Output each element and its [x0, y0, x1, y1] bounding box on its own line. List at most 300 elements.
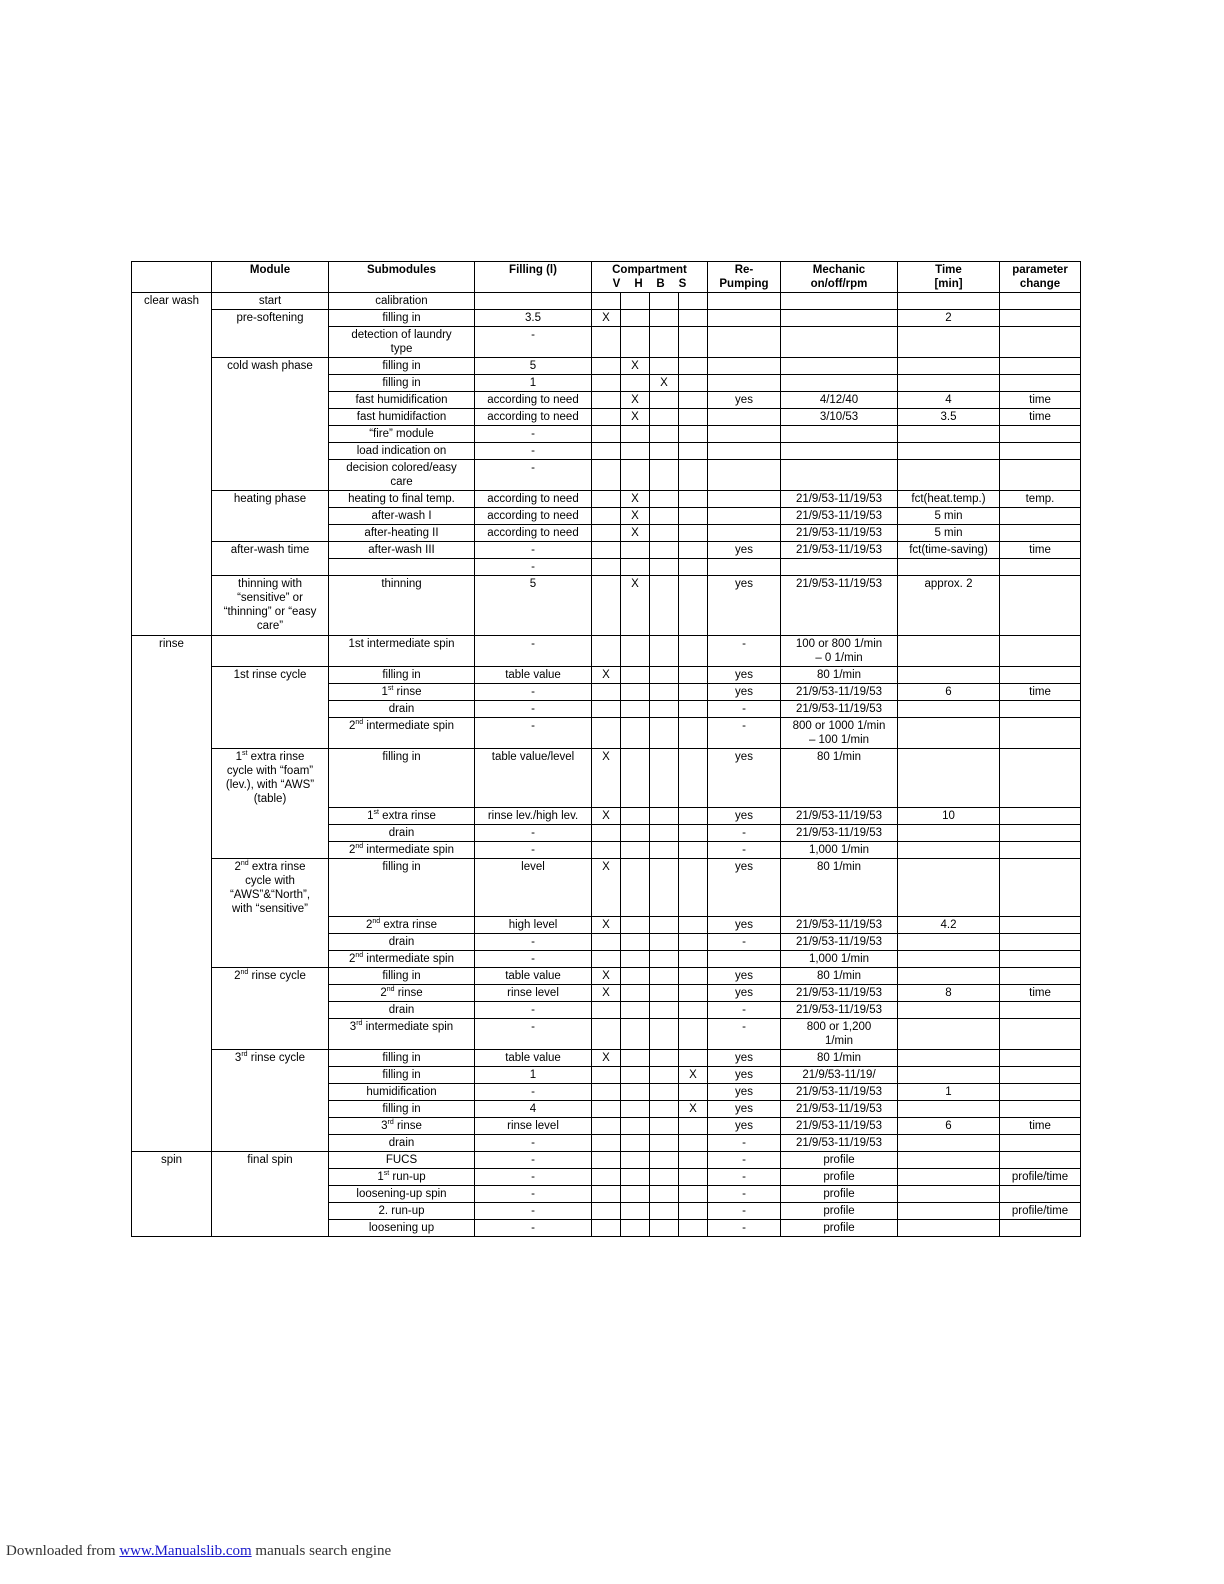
wash-program-table [131, 261, 1081, 1237]
cell-repumping [708, 491, 781, 508]
cell-mechanic: 21/9/53-11/19/53 [781, 542, 898, 559]
cell-repumping: yes [708, 749, 781, 808]
cell-module-group [132, 701, 212, 718]
cell-time: fct(heat.temp.) [898, 491, 1000, 508]
cell-comp-h [621, 824, 650, 841]
cell-filling: according to need [475, 525, 592, 542]
cell-comp-v [592, 1101, 621, 1118]
cell-comp-s [679, 491, 708, 508]
cell-comp-v [592, 684, 621, 701]
cell-module [212, 951, 329, 968]
cell-time [898, 1152, 1000, 1169]
table-row [132, 1220, 1081, 1237]
table-row [132, 508, 1081, 525]
cell-comp-v: X [592, 985, 621, 1002]
cell-module-group [132, 375, 212, 392]
cell-comp-h [621, 1118, 650, 1135]
cell-repumping: - [708, 1186, 781, 1203]
cell-time: 4.2 [898, 917, 1000, 934]
cell-repumping: - [708, 1220, 781, 1237]
cell-module [212, 1101, 329, 1118]
cell-repumping [708, 327, 781, 358]
cell-repumping: yes [708, 968, 781, 985]
cell-comp-v: X [592, 968, 621, 985]
cell-repumping: - [708, 824, 781, 841]
cell-repumping: yes [708, 576, 781, 636]
cell-comp-v: X [592, 310, 621, 327]
cell-comp-v [592, 1135, 621, 1152]
cell-submodule: load indication on [329, 443, 475, 460]
cell-filling: - [475, 841, 592, 858]
cell-module: 2nd rinse cycle [212, 968, 329, 985]
cell-module [212, 1019, 329, 1050]
cell-module-group [132, 1019, 212, 1050]
cell-comp-s [679, 985, 708, 1002]
cell-parameter-change [1000, 1002, 1081, 1019]
cell-comp-b [650, 701, 679, 718]
cell-comp-s [679, 1002, 708, 1019]
cell-time: approx. 2 [898, 576, 1000, 636]
cell-module: pre-softening [212, 310, 329, 327]
cell-comp-h [621, 426, 650, 443]
cell-module [212, 718, 329, 749]
cell-comp-b [650, 1067, 679, 1084]
cell-comp-b [650, 718, 679, 749]
cell-comp-h [621, 667, 650, 684]
header-filling: Filling (l) [475, 262, 592, 293]
header-repumping: Re- Pumping [708, 262, 781, 293]
cell-comp-s [679, 636, 708, 667]
table-row [132, 327, 1081, 358]
cell-time: 5 min [898, 525, 1000, 542]
cell-mechanic: 1,000 1/min [781, 841, 898, 858]
table-row [132, 310, 1081, 327]
cell-comp-b [650, 559, 679, 576]
cell-mechanic: 21/9/53-11/19/53 [781, 525, 898, 542]
cell-submodule: fast humidification [329, 392, 475, 409]
cell-time: 5 min [898, 508, 1000, 525]
cell-time [898, 1203, 1000, 1220]
cell-comp-s [679, 392, 708, 409]
table-row [132, 1019, 1081, 1050]
cell-comp-v [592, 443, 621, 460]
cell-module [212, 525, 329, 542]
ordinal-suffix: st [373, 808, 379, 816]
cell-repumping: yes [708, 1101, 781, 1118]
cell-repumping: yes [708, 858, 781, 917]
cell-filling: 5 [475, 358, 592, 375]
cell-time [898, 968, 1000, 985]
cell-time [898, 460, 1000, 491]
cell-repumping: - [708, 1169, 781, 1186]
table-row [132, 525, 1081, 542]
cell-submodule: decision colored/easy care [329, 460, 475, 491]
table-row [132, 684, 1081, 701]
cell-parameter-change [1000, 1152, 1081, 1169]
cell-parameter-change [1000, 1050, 1081, 1067]
cell-mechanic: 21/9/53-11/19/53 [781, 934, 898, 951]
cell-repumping: - [708, 1002, 781, 1019]
cell-module [212, 443, 329, 460]
cell-comp-v [592, 460, 621, 491]
cell-comp-s [679, 951, 708, 968]
cell-module: 2nd extra rinse cycle with “AWS”&“North”, with “sensitive” [212, 858, 329, 917]
cell-mechanic: 21/9/53-11/19/53 [781, 824, 898, 841]
cell-module-group [132, 951, 212, 968]
cell-submodule: 3rd intermediate spin [329, 1019, 475, 1050]
cell-module-group [132, 718, 212, 749]
cell-module-group [132, 1118, 212, 1135]
cell-comp-v [592, 1169, 621, 1186]
cell-comp-v [592, 508, 621, 525]
cell-filling: - [475, 1186, 592, 1203]
cell-comp-h: X [621, 525, 650, 542]
cell-comp-b [650, 667, 679, 684]
cell-module: heating phase [212, 491, 329, 508]
cell-comp-v [592, 491, 621, 508]
cell-filling: high level [475, 917, 592, 934]
cell-parameter-change [1000, 508, 1081, 525]
cell-module-group [132, 667, 212, 684]
cell-time [898, 1135, 1000, 1152]
cell-comp-b [650, 1135, 679, 1152]
cell-repumping: yes [708, 1067, 781, 1084]
table-row [132, 491, 1081, 508]
cell-module [212, 684, 329, 701]
cell-repumping: - [708, 1152, 781, 1169]
cell-parameter-change [1000, 968, 1081, 985]
cell-comp-s [679, 1050, 708, 1067]
cell-parameter-change [1000, 460, 1081, 491]
cell-mechanic: 3/10/53 [781, 409, 898, 426]
cell-module [212, 824, 329, 841]
cell-filling: - [475, 636, 592, 667]
cell-parameter-change [1000, 667, 1081, 684]
cell-comp-v: X [592, 858, 621, 917]
cell-module [212, 1084, 329, 1101]
cell-module-group [132, 807, 212, 824]
cell-parameter-change [1000, 636, 1081, 667]
table-row [132, 636, 1081, 667]
cell-module-group [132, 443, 212, 460]
cell-mechanic: 21/9/53-11/19/53 [781, 985, 898, 1002]
cell-filling: - [475, 684, 592, 701]
cell-comp-s [679, 807, 708, 824]
cell-module [212, 841, 329, 858]
cell-module-group [132, 1169, 212, 1186]
cell-mechanic: 21/9/53-11/19/53 [781, 807, 898, 824]
cell-comp-h: X [621, 491, 650, 508]
cell-comp-v [592, 358, 621, 375]
cell-comp-b [650, 576, 679, 636]
cell-module-group [132, 684, 212, 701]
cell-module [212, 1203, 329, 1220]
cell-submodule: 3rd rinse [329, 1118, 475, 1135]
table-row [132, 460, 1081, 491]
table-row [132, 934, 1081, 951]
cell-comp-v [592, 1118, 621, 1135]
cell-module-group [132, 917, 212, 934]
cell-module [212, 426, 329, 443]
table-body [132, 293, 1081, 1237]
cell-comp-b [650, 824, 679, 841]
cell-module: 3rd rinse cycle [212, 1050, 329, 1067]
cell-submodule: 2nd extra rinse [329, 917, 475, 934]
cell-comp-b [650, 443, 679, 460]
cell-comp-b [650, 409, 679, 426]
cell-module-group [132, 327, 212, 358]
cell-module: final spin [212, 1152, 329, 1169]
cell-filling: according to need [475, 392, 592, 409]
cell-comp-b [650, 917, 679, 934]
table-row [132, 1118, 1081, 1135]
cell-module [212, 327, 329, 358]
cell-parameter-change: time [1000, 392, 1081, 409]
cell-time [898, 327, 1000, 358]
cell-filling: - [475, 824, 592, 841]
cell-mechanic: 80 1/min [781, 1050, 898, 1067]
cell-comp-h [621, 293, 650, 310]
manualslib-link[interactable]: www.Manualslib.com [119, 1543, 252, 1559]
cell-submodule: filling in [329, 310, 475, 327]
cell-filling: - [475, 1152, 592, 1169]
cell-parameter-change [1000, 1101, 1081, 1118]
cell-submodule: drain [329, 934, 475, 951]
cell-comp-b [650, 1220, 679, 1237]
cell-repumping: yes [708, 684, 781, 701]
cell-module-group [132, 525, 212, 542]
cell-comp-h [621, 310, 650, 327]
cell-module-group [132, 426, 212, 443]
cell-submodule: after-heating II [329, 525, 475, 542]
cell-repumping: yes [708, 542, 781, 559]
ordinal-suffix: rd [387, 1119, 394, 1127]
cell-parameter-change [1000, 824, 1081, 841]
table-row [132, 917, 1081, 934]
cell-time: 3.5 [898, 409, 1000, 426]
cell-submodule: filling in [329, 968, 475, 985]
cell-submodule: fast humidifaction [329, 409, 475, 426]
cell-comp-h [621, 1067, 650, 1084]
cell-comp-s [679, 310, 708, 327]
cell-mechanic [781, 358, 898, 375]
cell-parameter-change: time [1000, 542, 1081, 559]
cell-comp-b [650, 1152, 679, 1169]
cell-mechanic: 80 1/min [781, 667, 898, 684]
cell-filling: according to need [475, 508, 592, 525]
ordinal-suffix: rd [356, 1020, 363, 1028]
cell-comp-h: X [621, 576, 650, 636]
cell-comp-h [621, 985, 650, 1002]
cell-parameter-change [1000, 576, 1081, 636]
cell-time: 6 [898, 684, 1000, 701]
cell-comp-v [592, 559, 621, 576]
compartment-letter-h: H [634, 278, 643, 290]
cell-submodule: filling in [329, 1101, 475, 1118]
cell-comp-h [621, 1135, 650, 1152]
cell-parameter-change [1000, 841, 1081, 858]
cell-repumping [708, 293, 781, 310]
header-row [132, 262, 1081, 293]
cell-mechanic: 80 1/min [781, 858, 898, 917]
table-row [132, 392, 1081, 409]
cell-filling: according to need [475, 409, 592, 426]
table-header [132, 262, 1081, 293]
cell-comp-s [679, 1135, 708, 1152]
cell-module-group [132, 1050, 212, 1067]
cell-comp-v [592, 1220, 621, 1237]
cell-comp-h [621, 1002, 650, 1019]
cell-submodule: after-wash I [329, 508, 475, 525]
table-row [132, 542, 1081, 559]
cell-parameter-change [1000, 293, 1081, 310]
cell-mechanic [781, 460, 898, 491]
cell-comp-b [650, 985, 679, 1002]
cell-comp-h [621, 1203, 650, 1220]
cell-filling: 5 [475, 576, 592, 636]
cell-comp-h [621, 559, 650, 576]
ordinal-suffix: nd [240, 969, 249, 977]
cell-module-group [132, 1002, 212, 1019]
cell-module-group [132, 934, 212, 951]
cell-comp-h [621, 460, 650, 491]
cell-repumping [708, 310, 781, 327]
cell-submodule: 2nd rinse [329, 985, 475, 1002]
table-row [132, 749, 1081, 808]
cell-comp-b [650, 951, 679, 968]
cell-comp-b [650, 358, 679, 375]
cell-comp-b [650, 1186, 679, 1203]
cell-submodule: humidification [329, 1084, 475, 1101]
cell-submodule: filling in [329, 667, 475, 684]
cell-module-group [132, 985, 212, 1002]
cell-mechanic: 800 or 1000 1/min – 100 1/min [781, 718, 898, 749]
footer-prefix: Downloaded from [6, 1543, 120, 1559]
cell-parameter-change [1000, 1220, 1081, 1237]
cell-comp-s [679, 559, 708, 576]
cell-module-group: rinse [132, 636, 212, 667]
cell-module [212, 1067, 329, 1084]
cell-mechanic [781, 559, 898, 576]
cell-comp-h [621, 1019, 650, 1050]
header-compartment-letters [594, 277, 705, 291]
cell-comp-v [592, 1084, 621, 1101]
cell-comp-h [621, 951, 650, 968]
cell-repumping: yes [708, 917, 781, 934]
ordinal-suffix: nd [355, 952, 364, 960]
cell-comp-b [650, 1019, 679, 1050]
cell-filling: 4 [475, 1101, 592, 1118]
cell-comp-v [592, 701, 621, 718]
cell-time [898, 1050, 1000, 1067]
cell-repumping: - [708, 934, 781, 951]
cell-repumping: yes [708, 392, 781, 409]
cell-submodule: 2nd intermediate spin [329, 841, 475, 858]
cell-module [212, 508, 329, 525]
cell-module [212, 392, 329, 409]
cell-comp-b [650, 841, 679, 858]
cell-submodule: loosening-up spin [329, 1186, 475, 1203]
cell-comp-v [592, 1019, 621, 1050]
cell-filling: 1 [475, 1067, 592, 1084]
cell-comp-h [621, 749, 650, 808]
cell-time [898, 701, 1000, 718]
ordinal-suffix: nd [372, 918, 381, 926]
table-row [132, 985, 1081, 1002]
cell-parameter-change [1000, 375, 1081, 392]
cell-comp-b [650, 749, 679, 808]
cell-submodule: heating to final temp. [329, 491, 475, 508]
cell-time [898, 443, 1000, 460]
cell-comp-b [650, 327, 679, 358]
cell-submodule [329, 559, 475, 576]
cell-module-group [132, 559, 212, 576]
cell-repumping: - [708, 718, 781, 749]
cell-filling: table value/level [475, 749, 592, 808]
cell-submodule: filling in [329, 1050, 475, 1067]
cell-module-group [132, 1101, 212, 1118]
cell-filling: - [475, 542, 592, 559]
cell-repumping [708, 460, 781, 491]
cell-time [898, 934, 1000, 951]
cell-module [212, 1220, 329, 1237]
cell-submodule: thinning [329, 576, 475, 636]
cell-mechanic: 21/9/53-11/19/53 [781, 917, 898, 934]
cell-comp-h [621, 934, 650, 951]
cell-repumping [708, 409, 781, 426]
cell-mechanic: 21/9/53-11/19/53 [781, 1101, 898, 1118]
header-compartment-label: Compartment [612, 264, 687, 276]
cell-comp-v: X [592, 749, 621, 808]
ordinal-suffix: nd [386, 986, 395, 994]
cell-repumping: - [708, 1019, 781, 1050]
cell-comp-v: X [592, 917, 621, 934]
cell-parameter-change [1000, 1135, 1081, 1152]
cell-mechanic: 21/9/53-11/19/53 [781, 1002, 898, 1019]
cell-time [898, 358, 1000, 375]
table-row [132, 1135, 1081, 1152]
table-row [132, 858, 1081, 917]
cell-comp-v [592, 542, 621, 559]
cell-filling: 3.5 [475, 310, 592, 327]
cell-module-group [132, 1203, 212, 1220]
cell-comp-v [592, 327, 621, 358]
cell-time [898, 1169, 1000, 1186]
cell-comp-b [650, 525, 679, 542]
cell-mechanic: profile [781, 1203, 898, 1220]
cell-comp-v [592, 1002, 621, 1019]
cell-repumping: - [708, 841, 781, 858]
cell-parameter-change [1000, 310, 1081, 327]
cell-comp-h [621, 542, 650, 559]
ordinal-suffix: nd [355, 842, 364, 850]
cell-comp-h [621, 684, 650, 701]
cell-module [212, 1118, 329, 1135]
cell-submodule: 1st run-up [329, 1169, 475, 1186]
table-row [132, 1067, 1081, 1084]
cell-comp-b [650, 1118, 679, 1135]
program-table-container [131, 261, 1080, 1237]
table-row [132, 443, 1081, 460]
cell-comp-s: X [679, 1067, 708, 1084]
cell-comp-h: X [621, 508, 650, 525]
cell-filling: - [475, 443, 592, 460]
cell-module-group [132, 1067, 212, 1084]
cell-filling: level [475, 858, 592, 917]
cell-parameter-change [1000, 559, 1081, 576]
cell-filling: - [475, 1019, 592, 1050]
compartment-letter-s: S [678, 278, 687, 290]
